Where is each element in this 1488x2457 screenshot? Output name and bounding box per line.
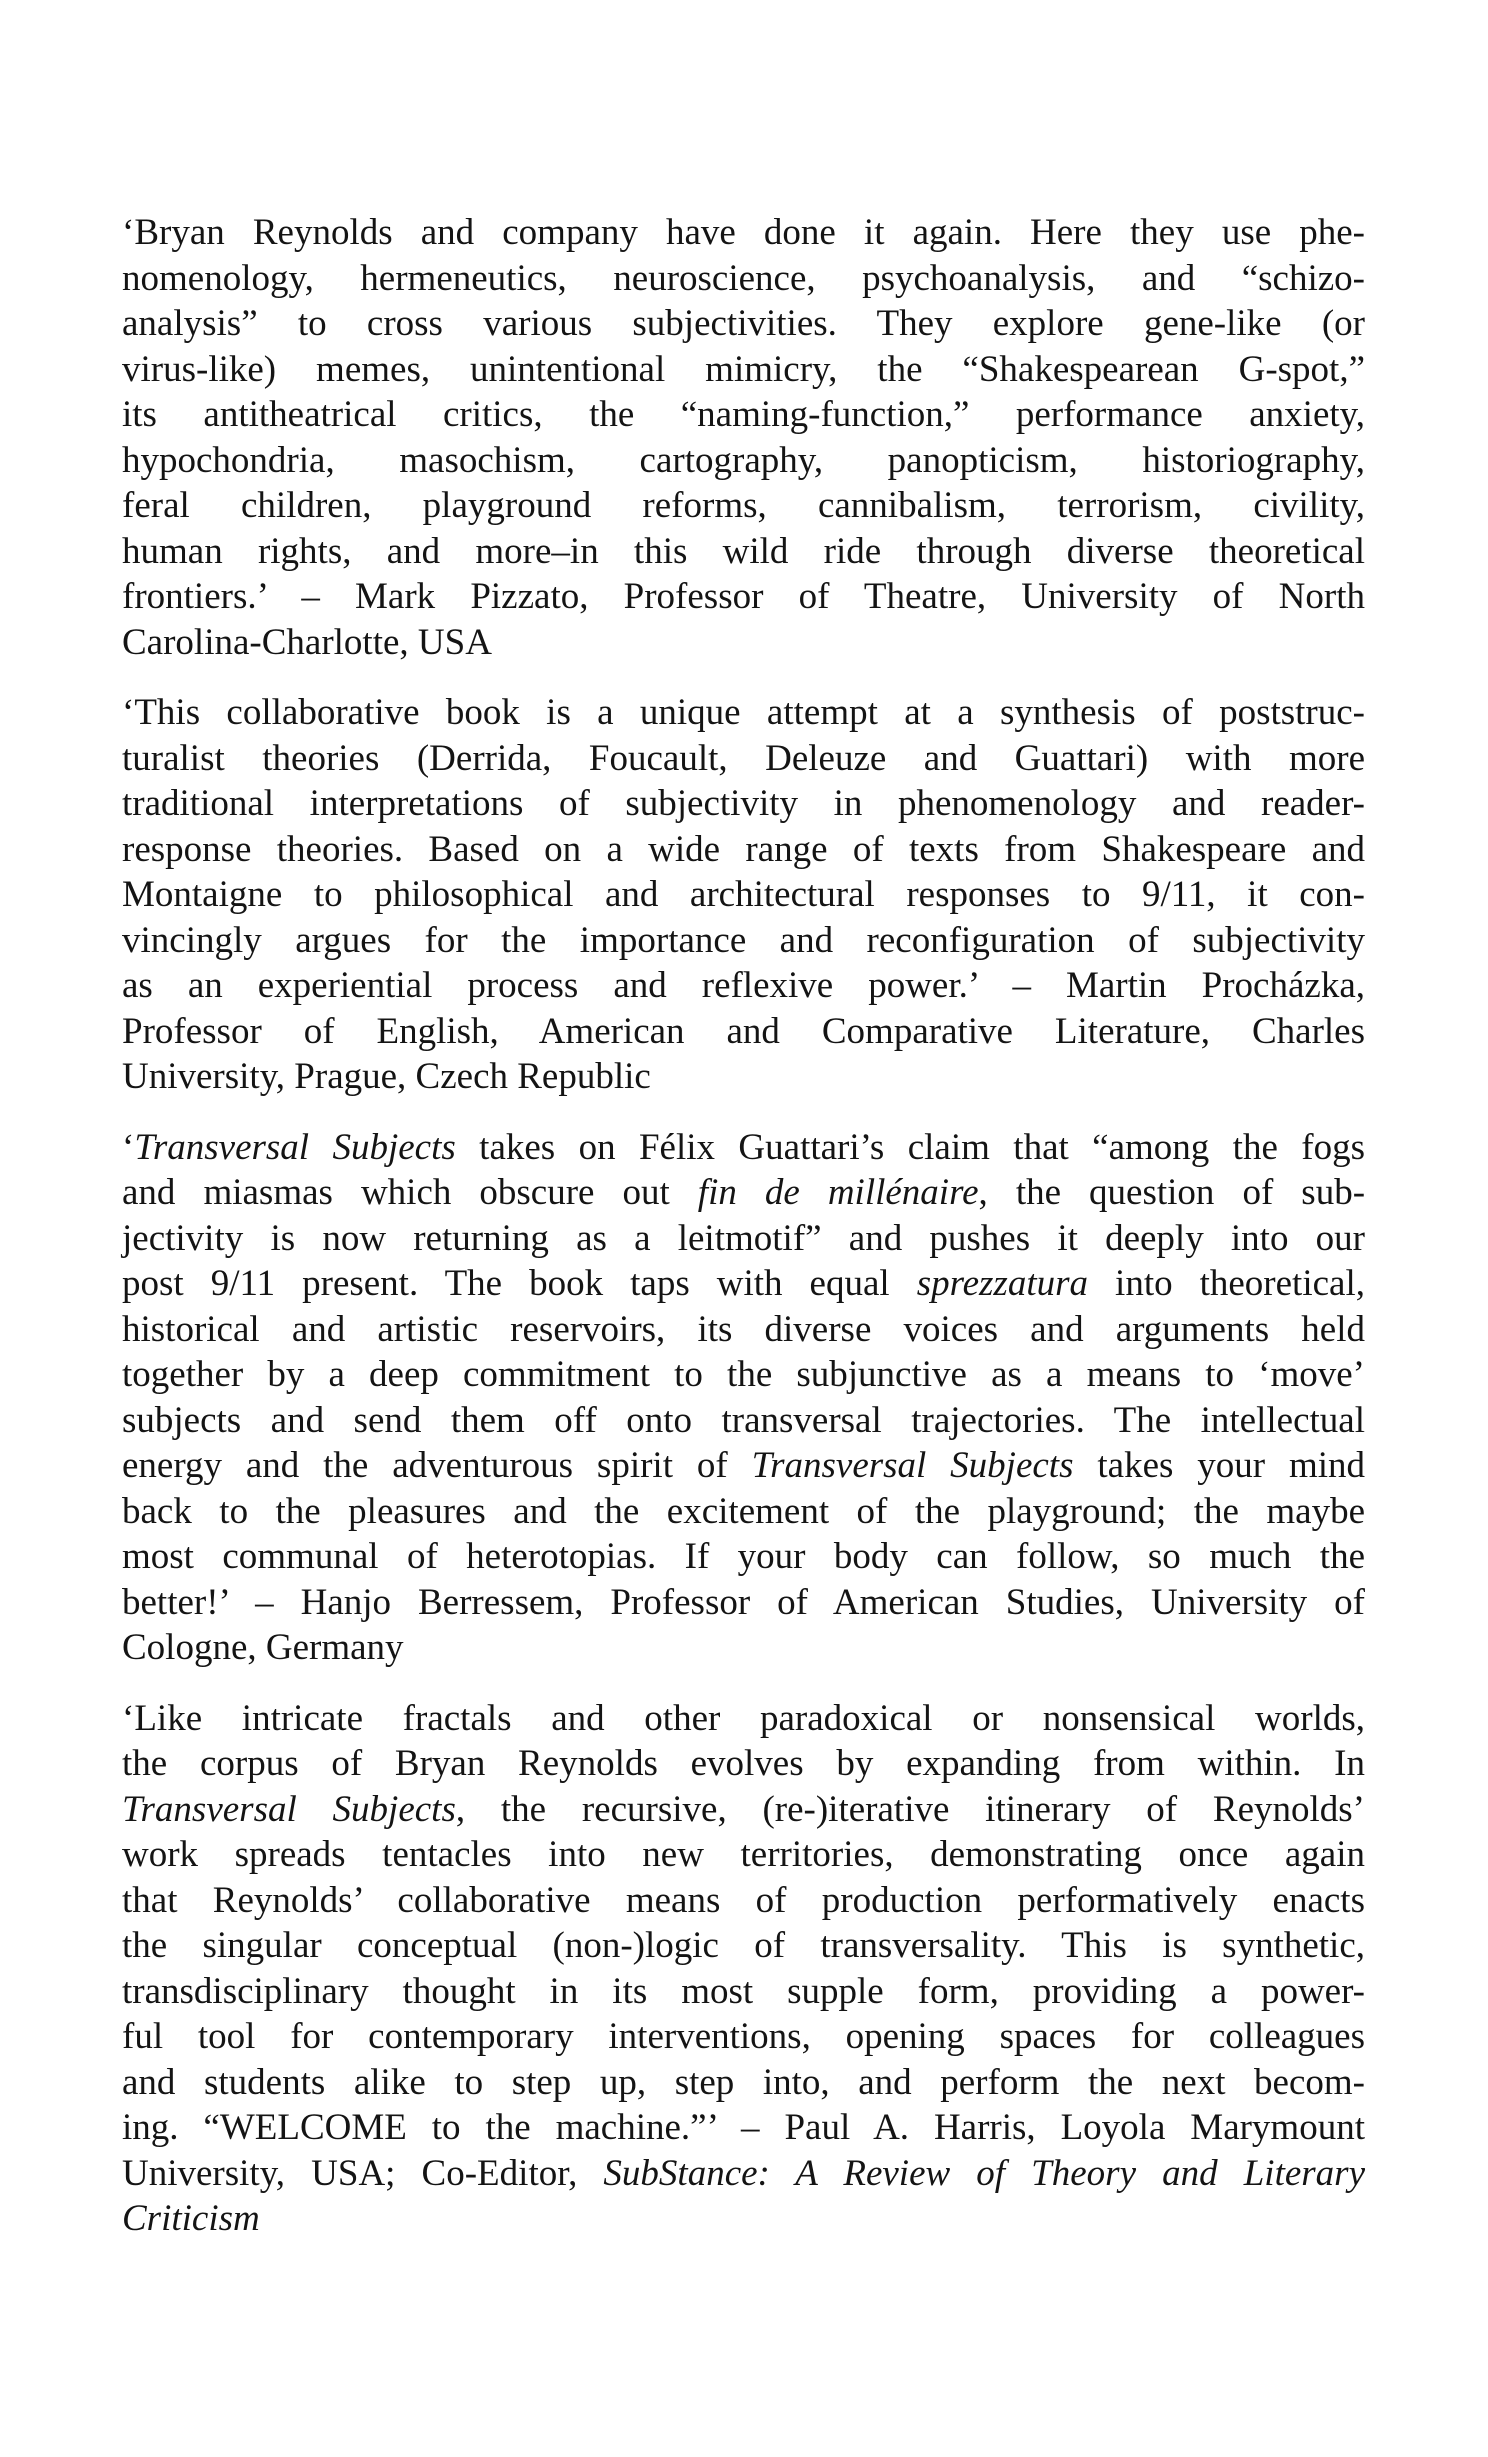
italic-title-text: SubStance: A Review of Theory and Literary (603, 2152, 1365, 2194)
text-line (122, 620, 1365, 666)
text-line (122, 827, 1365, 873)
italic-title-text: Transversal Subjects (134, 1126, 456, 1168)
text-line (122, 529, 1365, 575)
text-line (122, 1969, 1365, 2015)
body-text: feral children, playground reforms, cannibalism, terrorism, civility, (122, 485, 1365, 526)
text-line (122, 1216, 1365, 1262)
body-text: takes on Félix Guattari’s claim that “among the fogs (455, 1126, 1365, 1168)
body-text: into theoretical, (1088, 1263, 1365, 1304)
blurb-pizzato (122, 210, 1365, 665)
body-text: human rights, and more–in this wild ride through diverse theoretical (122, 530, 1365, 572)
text-line (122, 2105, 1365, 2151)
body-text: ‘ (122, 1126, 135, 1168)
text-line (122, 2196, 1365, 2242)
text-line (122, 438, 1365, 484)
body-text: ing. “WELCOME to the machine.”’ – Paul A. Harris, Loyola Marymount (122, 2107, 1365, 2148)
body-text: frontiers.’ – Mark Pizzato, Professor of Theatre, University of North (122, 576, 1365, 617)
text-line (122, 574, 1365, 620)
text-line (122, 1625, 1365, 1671)
body-text: historical and artistic reservoirs, its diverse voices and arguments held (122, 1308, 1365, 1350)
text-line (122, 1580, 1365, 1626)
body-text: takes your mind (1073, 1445, 1366, 1486)
text-line (122, 1489, 1365, 1535)
text-line (122, 1923, 1365, 1969)
text-line (122, 1352, 1365, 1398)
body-text: and students alike to step up, step into, and perform the next becom- (122, 2061, 1365, 2103)
body-text: hypochondria, masochism, cartography, panopticism, historiography, (122, 439, 1365, 481)
blurb-harris (122, 1696, 1365, 2242)
body-text: the singular conceptual (non-)logic of transversality. This is synthetic, (122, 1925, 1365, 1966)
body-text: most communal of heterotopias. If your body can follow, so much the (122, 1536, 1365, 1577)
body-text: ‘This collaborative book is a unique attempt at a synthesis of poststruc- (122, 692, 1365, 733)
text-line (122, 483, 1365, 529)
body-text: and miasmas which obscure out (122, 1172, 698, 1213)
body-text: that Reynolds’ collaborative means of production performatively enacts (122, 1879, 1365, 1921)
body-text: as an experiential process and reflexive power.’ – Martin Procházka, (122, 965, 1365, 1006)
text-line (122, 1534, 1365, 1580)
italic-title-text: Criticism (122, 2198, 260, 2239)
body-text: response theories. Based on a wide range of texts from Shakespeare and (122, 828, 1365, 870)
body-text: post 9/11 present. The book taps with equal (122, 1263, 917, 1304)
text-line (122, 1741, 1365, 1787)
text-line (122, 918, 1365, 964)
text-line (122, 1878, 1365, 1924)
text-line (122, 1696, 1365, 1742)
body-text: work spreads tentacles into new territories, demonstrating once again (122, 1834, 1365, 1875)
body-text: ful tool for contemporary interventions, opening spaces for colleagues (122, 2016, 1365, 2057)
text-line (122, 1009, 1365, 1055)
text-line (122, 210, 1365, 256)
blurb-berressem (122, 1125, 1365, 1671)
body-text: turalist theories (Derrida, Foucault, Deleuze and Guattari) with more (122, 737, 1365, 779)
body-text: together by a deep commitment to the subjunctive as a means to ‘move’ (122, 1354, 1365, 1395)
body-text: energy and the adventurous spirit of (122, 1445, 752, 1486)
text-line (122, 1261, 1365, 1307)
italic-title-text: Transversal Subjects (751, 1445, 1074, 1486)
italic-title-text: fin de millénaire (697, 1172, 979, 1213)
body-text: nomenology, hermeneutics, neuroscience, psychoanalysis, and “schizo- (122, 257, 1365, 299)
italic-title-text: Transversal Subjects (122, 1788, 456, 1830)
body-text: , the question of sub- (978, 1172, 1366, 1213)
text-line (122, 690, 1365, 736)
body-text: better!’ – Hanjo Berressem, Professor of American Studies, University of (122, 1581, 1365, 1623)
body-text: vincingly argues for the importance and reconfiguration of subjectivity (122, 919, 1365, 961)
body-text: , the recursive, (re-)iterative itinerary of Reynolds’ (455, 1788, 1365, 1830)
endorsements-page (122, 210, 1365, 2267)
text-line (122, 736, 1365, 782)
body-text: University, USA; Co-Editor, (122, 2152, 604, 2194)
body-text: ‘Bryan Reynolds and company have done it again. Here they use phe- (122, 212, 1365, 253)
body-text: analysis” to cross various subjectivities. They explore gene-like (or (122, 303, 1365, 344)
body-text: subjects and send them off onto transversal trajectories. The intellectual (122, 1399, 1365, 1441)
text-line (122, 1307, 1365, 1353)
text-line (122, 1125, 1365, 1171)
body-text: its antitheatrical critics, the “naming-function,” performance anxiety, (122, 394, 1365, 435)
text-line (122, 1398, 1365, 1444)
body-text: University, Prague, Czech Republic (122, 1056, 651, 1097)
text-line (122, 2060, 1365, 2106)
text-line (122, 2014, 1365, 2060)
italic-title-text: sprezzatura (916, 1263, 1089, 1304)
text-line (122, 2151, 1365, 2197)
body-text: transdisciplinary thought in its most supple form, providing a power- (122, 1970, 1365, 2012)
body-text: ‘Like intricate fractals and other paradoxical or nonsensical worlds, (122, 1697, 1365, 1739)
body-text: Montaigne to philosophical and architectural responses to 9/11, it con- (122, 874, 1365, 915)
body-text: back to the pleasures and the excitement of the playground; the maybe (122, 1490, 1365, 1532)
text-line (122, 1054, 1365, 1100)
body-text: Cologne, Germany (122, 1627, 404, 1668)
text-line (122, 1787, 1365, 1833)
text-line (122, 256, 1365, 302)
text-line (122, 781, 1365, 827)
body-text: the corpus of Bryan Reynolds evolves by expanding from within. In (122, 1743, 1365, 1784)
body-text: traditional interpretations of subjectivity in phenomenology and reader- (122, 783, 1365, 824)
text-line (122, 301, 1365, 347)
text-line (122, 1170, 1365, 1216)
body-text: jectivity is now returning as a leitmotif” and pushes it deeply into our (122, 1217, 1365, 1259)
body-text: Carolina-Charlotte, USA (122, 621, 492, 663)
text-line (122, 392, 1365, 438)
body-text: Professor of English, American and Comparative Literature, Charles (122, 1010, 1365, 1052)
text-line (122, 1443, 1365, 1489)
body-text: virus-like) memes, unintentional mimicry, the “Shakespearean G-spot,” (122, 348, 1365, 390)
text-line (122, 1832, 1365, 1878)
text-line (122, 872, 1365, 918)
blurb-prochazka (122, 690, 1365, 1100)
text-line (122, 963, 1365, 1009)
text-line (122, 347, 1365, 393)
